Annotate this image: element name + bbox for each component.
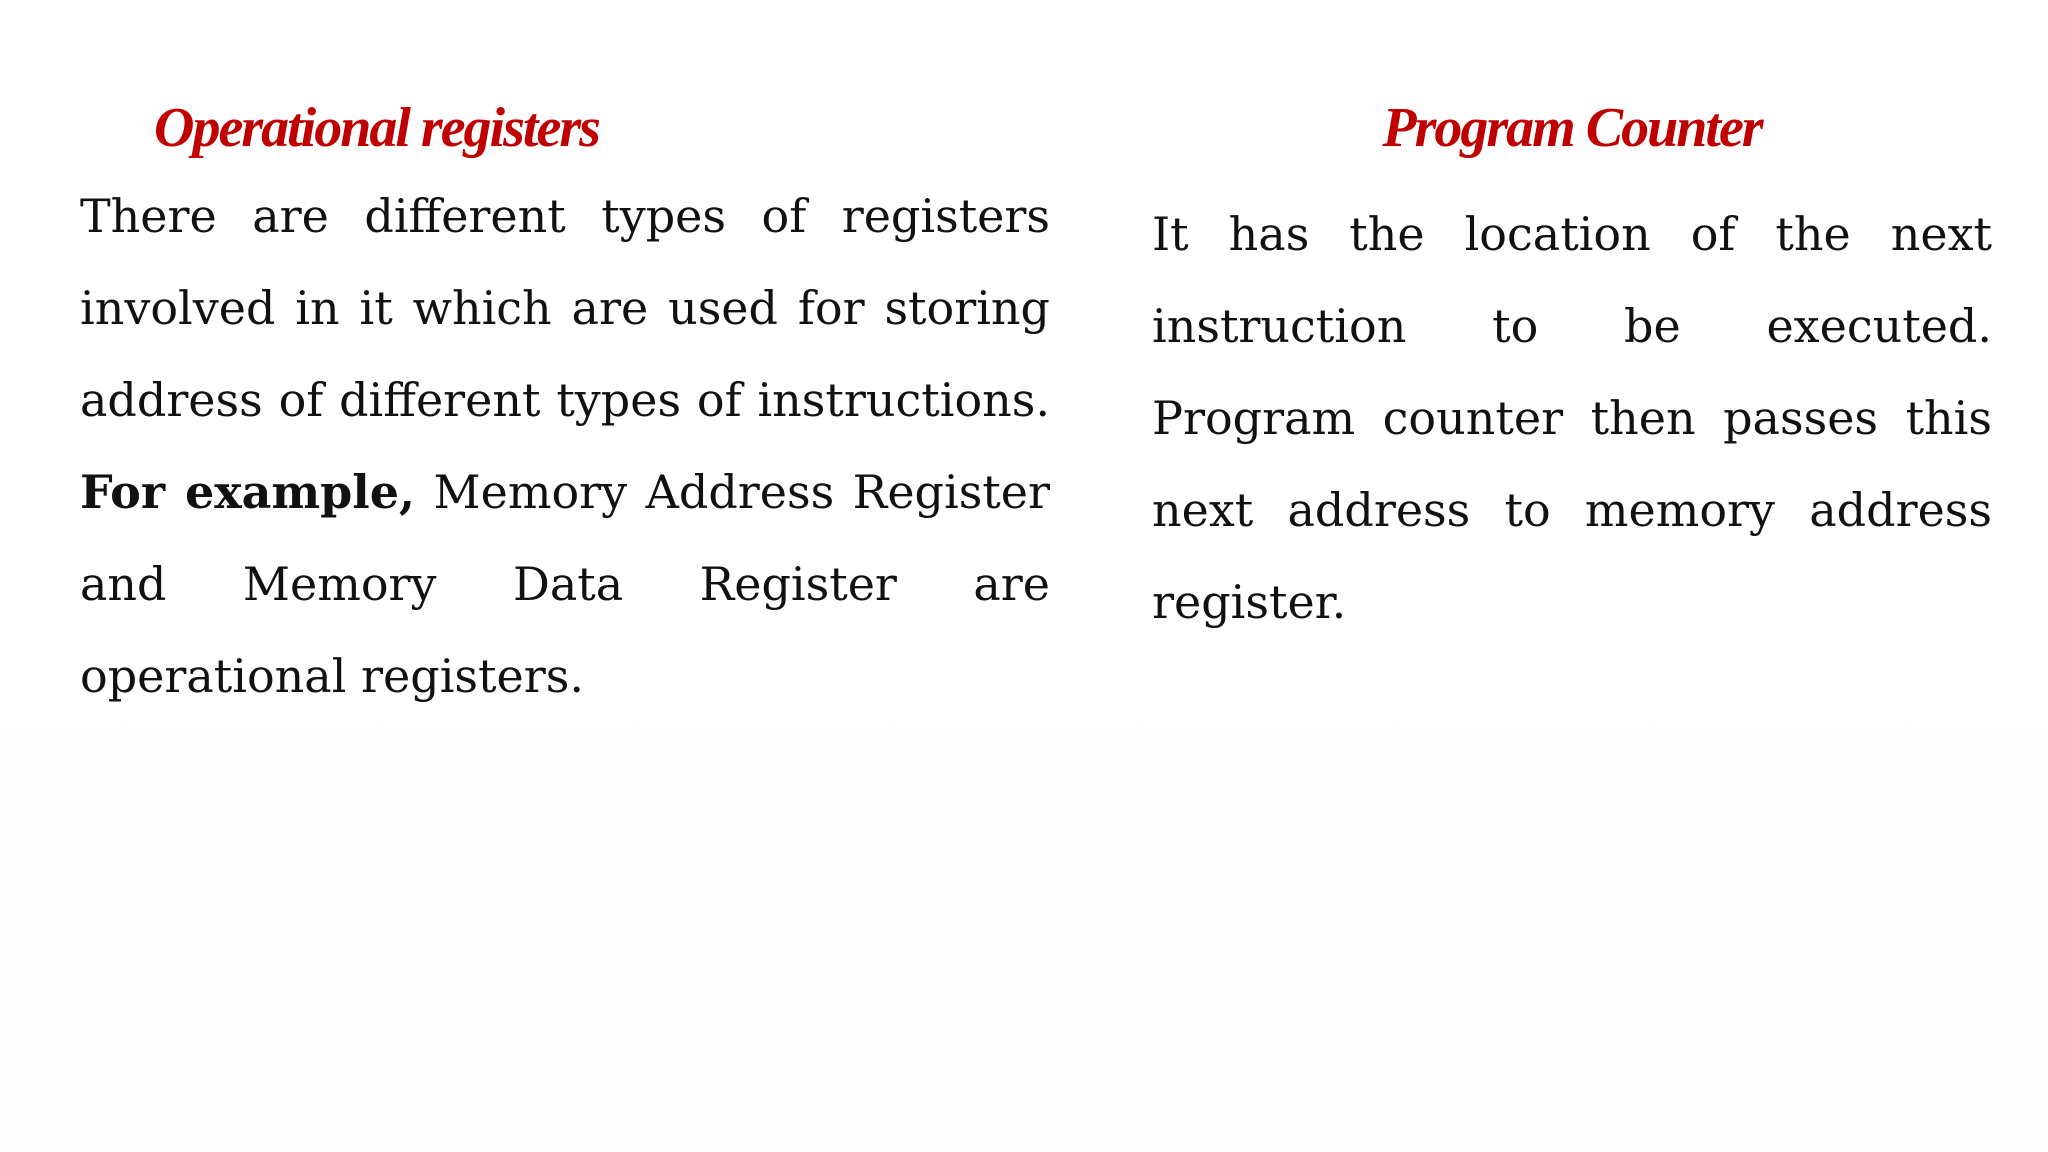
operational-registers-example: Memory Address Register and Memory Data Register are operational registers.: [80, 465, 1051, 703]
program-counter-section: [1152, 88, 1992, 648]
program-counter-heading: Program Counter: [1382, 97, 1762, 159]
operational-registers-heading: Operational registers: [154, 97, 599, 159]
for-example-lead: For example,: [80, 465, 416, 519]
program-counter-paragraph: It has the location of the next instruction to be executed. Program counter then passes this next address to memory address register.: [1152, 207, 1992, 629]
operational-registers-paragraph: [80, 170, 1050, 722]
operational-registers-section: [80, 88, 1050, 722]
operational-registers-intro: There are different types of registers involved in it which are used for storing address of different types of instructions.: [80, 189, 1050, 427]
